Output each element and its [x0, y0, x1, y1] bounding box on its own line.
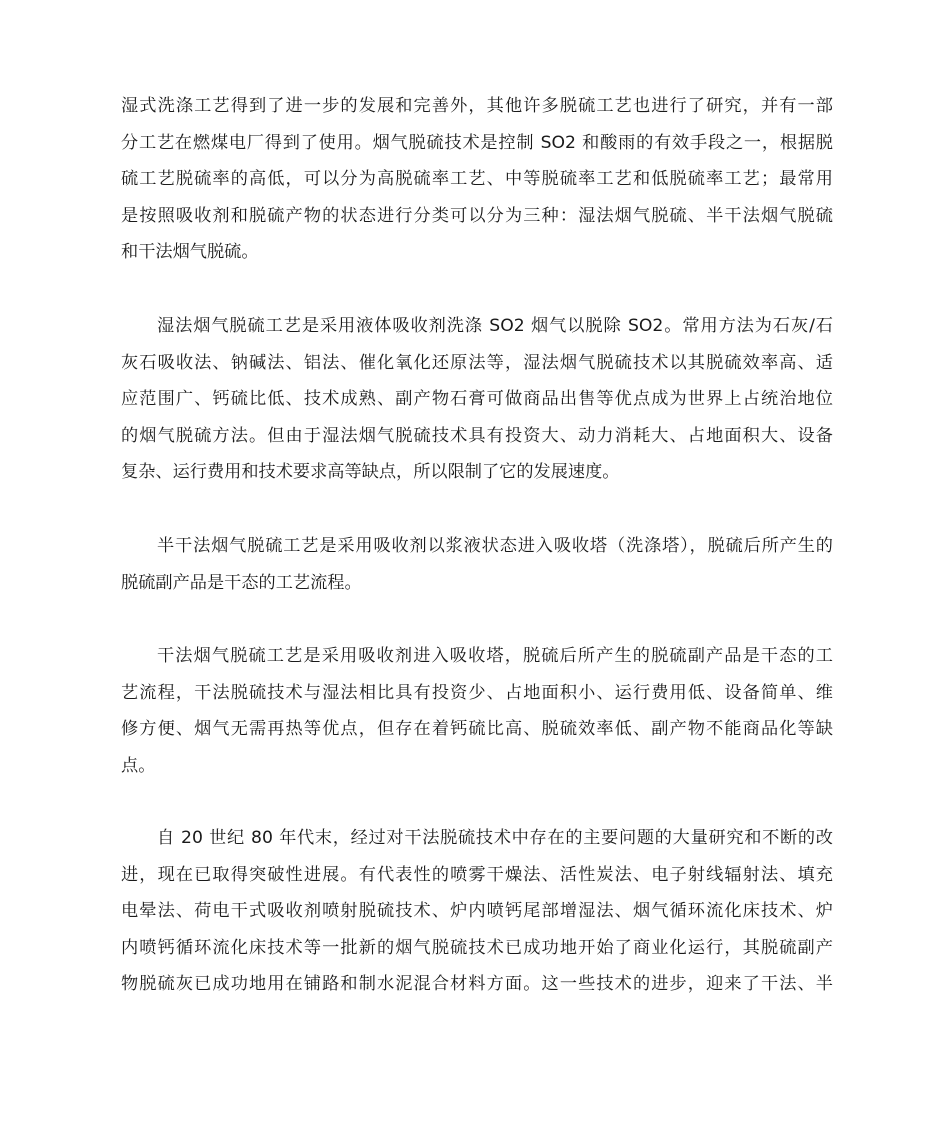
text-line: 干法烟气脱硫工艺是采用吸收剂进入吸收塔，脱硫后所产生的脱硫副产品是干态的工 [157, 646, 833, 666]
text-line: 是按照吸收剂和脱硫产物的状态进行分类可以分为三种：湿法烟气脱硫、半干法烟气脱硫 [121, 205, 833, 226]
text-line: 艺流程，干法脱硫技术与湿法相比具有投资少、占地面积小、运行费用低、设备简单、维 [121, 682, 833, 703]
text-line: 分工艺在燃煤电厂得到了使用。烟气脱硫技术是控制 SO2 和酸雨的有效手段之一，根据脱 [121, 132, 833, 153]
text-line: 进，现在已取得突破性进展。有代表性的喷雾干燥法、活性炭法、电子射线辐射法、填充 [121, 864, 833, 885]
text-line: 应范围广、钙硫比低、技术成熟、副产物石膏可做商品出售等优点成为世界上占统治地位 [121, 389, 833, 409]
text-line: 湿法烟气脱硫工艺是采用液体吸收剂洗涤 SO2 烟气以脱除 SO2。常用方法为石灰/石 [157, 316, 833, 336]
text-line: 湿式洗涤工艺得到了进一步的发展和完善外，其他许多脱硫工艺也进行了研究，并有一部 [121, 96, 833, 116]
text-line: 和干法烟气脱硫。 [121, 242, 259, 262]
text-line: 电晕法、荷电干式吸收剂喷射脱硫技术、炉内喷钙尾部增湿法、烟气循环流化床技术、炉 [121, 901, 833, 921]
paragraph-1 [121, 88, 833, 271]
text-line: 硫工艺脱硫率的高低，可以分为高脱硫率工艺、中等脱硫率工艺和低脱硫率工艺；最常用 [121, 169, 833, 189]
text-line: 自 20 世纪 80 年代末，经过对干法脱硫技术中存在的主要问题的大量研究和不断的改 [157, 828, 833, 848]
text-line: 物脱硫灰已成功地用在铺路和制水泥混合材料方面。这一些技术的进步，迎来了干法、半 [121, 974, 833, 994]
text-line: 脱硫副产品是干态的工艺流程。 [121, 572, 362, 593]
text-line: 的烟气脱硫方法。但由于湿法烟气脱硫技术具有投资大、动力消耗大、占地面积大、设备 [121, 425, 833, 446]
text-line: 内喷钙循环流化床技术等一批新的烟气脱硫技术已成功地开始了商业化运行，其脱硫副产 [121, 937, 833, 958]
paragraph-2 [121, 308, 833, 491]
paragraph-5 [121, 820, 833, 1003]
text-line: 点。 [121, 755, 156, 776]
text-line: 半干法烟气脱硫工艺是采用吸收剂以浆液状态进入吸收塔（洗涤塔），脱硫后所产生的 [157, 536, 833, 556]
text-line: 灰石吸收法、钠碱法、铝法、催化氧化还原法等，湿法烟气脱硫技术以其脱硫效率高、适 [121, 352, 833, 373]
paragraph-4 [121, 638, 833, 784]
paragraph-3 [121, 528, 833, 601]
text-line: 修方便、烟气无需再热等优点，但存在着钙硫比高、脱硫效率低、副产物不能商品化等缺 [121, 719, 833, 739]
text-line: 复杂、运行费用和技术要求高等缺点，所以限制了它的发展速度。 [121, 462, 620, 482]
